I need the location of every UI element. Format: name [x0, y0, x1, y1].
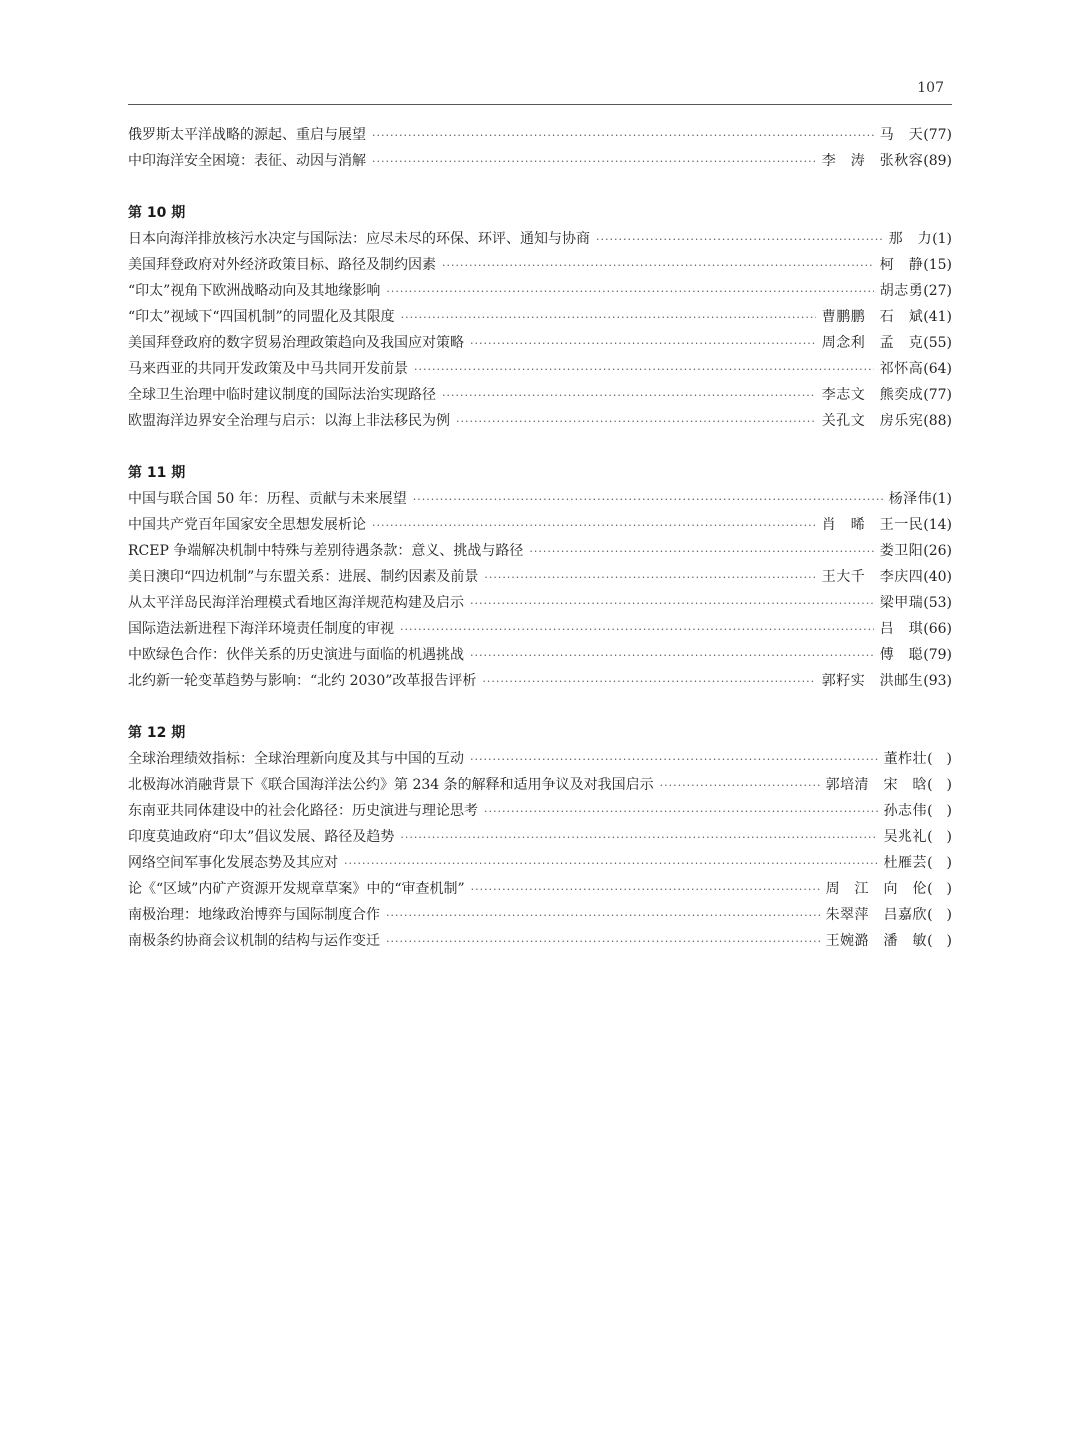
article-authors: 吴兆礼 — [883, 829, 928, 845]
article-authors: 杨泽伟 — [888, 491, 933, 507]
issue-heading: 第 12 期 — [128, 725, 186, 741]
toc-entry — [128, 486, 952, 512]
article-page: (93) — [923, 673, 952, 689]
article-page: ( ) — [927, 855, 952, 871]
dot-leader — [386, 903, 820, 929]
article-page: (41) — [923, 309, 952, 325]
article-page: (77) — [923, 387, 952, 403]
article-title: 美国拜登政府的数字贸易治理政策趋向及我国应对策略 — [128, 335, 464, 351]
article-authors: 吕 琪 — [879, 621, 924, 637]
article-authors: 李志文 熊奕成 — [821, 387, 924, 403]
dot-leader — [470, 643, 874, 669]
article-authors: 周 江 向 伦 — [825, 881, 928, 897]
dot-leader — [386, 929, 820, 955]
dot-leader — [413, 487, 883, 513]
article-title: 从太平洋岛民海洋治理模式看地区海洋规范构建及启示 — [128, 595, 464, 611]
article-page: ( ) — [927, 751, 952, 767]
dot-leader — [400, 825, 877, 851]
article-authors: 马 天 — [879, 127, 924, 143]
toc-entry — [128, 564, 952, 590]
toc-entry — [128, 330, 952, 356]
article-page: ( ) — [927, 803, 952, 819]
article-page: (77) — [923, 127, 952, 143]
article-title: 中国与联合国 50 年：历程、贡献与未来展望 — [128, 491, 407, 507]
dot-leader — [372, 149, 816, 175]
dot-leader — [372, 123, 874, 149]
toc-entry — [128, 798, 952, 824]
dot-leader — [660, 773, 820, 799]
article-authors: 郭籽实 洪邮生 — [821, 673, 924, 689]
dot-leader — [471, 877, 820, 903]
dot-leader — [442, 383, 816, 409]
dot-leader — [401, 305, 816, 331]
article-authors: 娄卫阳 — [879, 543, 924, 559]
article-page: ( ) — [927, 777, 952, 793]
dot-leader — [400, 617, 874, 643]
article-page: (55) — [923, 335, 952, 351]
article-title: 南极治理：地缘政治博弈与国际制度合作 — [128, 907, 380, 923]
article-title: 美国拜登政府对外经济政策目标、路径及制约因素 — [128, 257, 436, 273]
toc-entry — [128, 226, 952, 252]
toc-section — [128, 460, 952, 694]
article-title: 东南亚共同体建设中的社会化路径：历史演进与理论思考 — [128, 803, 478, 819]
article-page: (14) — [923, 517, 952, 533]
article-page: (1) — [932, 231, 952, 247]
toc-entry — [128, 746, 952, 772]
toc-entry — [128, 278, 952, 304]
article-authors: 董柞壮 — [883, 751, 928, 767]
article-authors: 杜雁芸 — [883, 855, 928, 871]
dot-leader — [456, 409, 816, 435]
article-title: 马来西亚的共同开发政策及中马共同开发前景 — [128, 361, 408, 377]
article-title: 美日澳印“四边机制”与东盟关系：进展、制约因素及前景 — [128, 569, 479, 585]
article-authors: 朱翠萍 吕嘉欣 — [825, 907, 928, 923]
header-rule — [128, 104, 952, 105]
article-page: ( ) — [927, 829, 952, 845]
toc-entry — [128, 824, 952, 850]
article-title: “印太”视角下欧洲战略动向及其地缘影响 — [128, 283, 381, 299]
article-page: (40) — [923, 569, 952, 585]
article-page: (79) — [923, 647, 952, 663]
page-number: 107 — [917, 80, 944, 96]
article-page: (66) — [923, 621, 952, 637]
article-page: (15) — [923, 257, 952, 273]
article-title: 中欧绿色合作：伙伴关系的历史演进与面临的机遇挑战 — [128, 647, 464, 663]
article-authors: 王婉潞 潘 敏 — [825, 933, 928, 949]
toc-entry — [128, 122, 952, 148]
article-title: 日本向海洋排放核污水决定与国际法：应尽未尽的环保、环评、通知与协商 — [128, 231, 590, 247]
toc-entry — [128, 850, 952, 876]
article-authors: 梁甲瑞 — [879, 595, 924, 611]
dot-leader — [386, 279, 873, 305]
article-authors: 傅 聪 — [879, 647, 924, 663]
dot-leader — [596, 227, 883, 253]
table-of-contents — [128, 122, 952, 980]
article-title: 全球治理绩效指标：全球治理新向度及其与中国的互动 — [128, 751, 464, 767]
dot-leader — [414, 357, 874, 383]
toc-entry — [128, 876, 952, 902]
toc-entry — [128, 408, 952, 434]
toc-section — [128, 122, 952, 174]
toc-entry — [128, 902, 952, 928]
article-title: 北约新一轮变革趋势与影响：“北约 2030”改革报告评析 — [128, 673, 477, 689]
toc-entry — [128, 252, 952, 278]
toc-entry — [128, 590, 952, 616]
issue-heading: 第 10 期 — [128, 205, 186, 221]
article-page: (89) — [923, 153, 952, 169]
toc-entry — [128, 148, 952, 174]
article-page: (1) — [932, 491, 952, 507]
toc-entry — [128, 356, 952, 382]
article-page: ( ) — [927, 907, 952, 923]
issue-heading: 第 11 期 — [128, 465, 186, 481]
dot-leader — [484, 799, 878, 825]
toc-section — [128, 200, 952, 434]
article-title: 国际造法新进程下海洋环境责任制度的审视 — [128, 621, 394, 637]
toc-entry — [128, 382, 952, 408]
dot-leader — [484, 565, 815, 591]
article-title: 北极海冰消融背景下《联合国海洋法公约》第 234 条的解释和适用争议及对我国启示 — [128, 777, 654, 793]
article-title: 论《“区域”内矿产资源开发规章草案》中的“审查机制” — [128, 881, 465, 897]
toc-entry — [128, 642, 952, 668]
dot-leader — [482, 669, 815, 695]
article-page: (53) — [923, 595, 952, 611]
article-title: 欧盟海洋边界安全治理与启示：以海上非法移民为例 — [128, 413, 450, 429]
article-authors: 关孔文 房乐宪 — [821, 413, 924, 429]
toc-entry — [128, 304, 952, 330]
dot-leader — [470, 331, 816, 357]
toc-entry — [128, 772, 952, 798]
article-title: “印太”视域下“四国机制”的同盟化及其限度 — [128, 309, 395, 325]
dot-leader — [470, 591, 874, 617]
article-authors: 胡志勇 — [879, 283, 924, 299]
article-authors: 祁怀高 — [879, 361, 924, 377]
toc-entry — [128, 512, 952, 538]
article-authors: 曹鹏鹏 石 斌 — [821, 309, 924, 325]
article-page: ( ) — [927, 881, 952, 897]
article-page: ( ) — [927, 933, 952, 949]
toc-section — [128, 720, 952, 954]
dot-leader — [372, 513, 816, 539]
article-authors: 郭培清 宋 晗 — [825, 777, 928, 793]
article-title: 网络空间军事化发展态势及其应对 — [128, 855, 338, 871]
toc-entry — [128, 668, 952, 694]
article-authors: 肖 晞 王一民 — [821, 517, 924, 533]
article-title: 全球卫生治理中临时建议制度的国际法治实现路径 — [128, 387, 436, 403]
article-page: (88) — [923, 413, 952, 429]
toc-entry — [128, 538, 952, 564]
dot-leader — [529, 539, 873, 565]
article-page: (64) — [923, 361, 952, 377]
article-title: RCEP 争端解决机制中特殊与差别待遇条款：意义、挑战与路径 — [128, 543, 524, 559]
toc-entry — [128, 928, 952, 954]
dot-leader — [470, 747, 878, 773]
article-title: 中国共产党百年国家安全思想发展析论 — [128, 517, 366, 533]
dot-leader — [442, 253, 874, 279]
article-page: (26) — [923, 543, 952, 559]
article-authors: 那 力 — [888, 231, 933, 247]
article-title: 南极条约协商会议机制的结构与运作变迁 — [128, 933, 380, 949]
article-page: (27) — [923, 283, 952, 299]
article-authors: 王大千 李庆四 — [821, 569, 924, 585]
dot-leader — [344, 851, 878, 877]
article-title: 中印海洋安全困境：表征、动因与消解 — [128, 153, 366, 169]
article-authors: 孙志伟 — [883, 803, 928, 819]
article-title: 印度莫迪政府“印太”倡议发展、路径及趋势 — [128, 829, 395, 845]
article-authors: 周念利 孟 克 — [821, 335, 924, 351]
article-authors: 李 涛 张秋容 — [821, 153, 924, 169]
article-authors: 柯 静 — [879, 257, 924, 273]
toc-entry — [128, 616, 952, 642]
article-title: 俄罗斯太平洋战略的源起、重启与展望 — [128, 127, 366, 143]
